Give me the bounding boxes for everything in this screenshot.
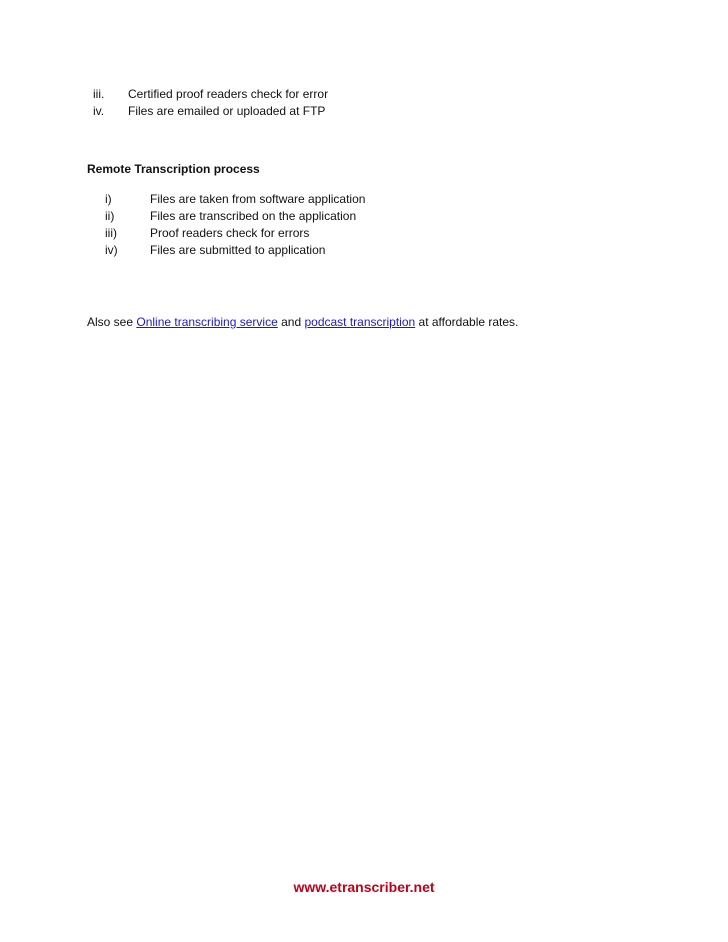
also-see-prefix: Also see [87,315,137,329]
list-item-text: Files are taken from software application [150,192,366,206]
podcast-transcription-link[interactable]: podcast transcription [304,315,416,329]
list-marker: iv) [105,243,118,257]
list-marker: ii) [105,209,115,223]
list-marker: iii) [105,226,117,240]
online-transcribing-service-link[interactable]: Online transcribing service [136,315,278,329]
list-marker: iii. [93,87,105,101]
list-item-text: Proof readers check for errors [150,226,310,240]
also-see-middle: and [277,315,305,329]
list-marker: iv. [93,104,105,118]
footer-website: www.etranscriber.net [293,879,435,895]
list-item-text: Files are emailed or uploaded at FTP [128,104,326,118]
also-see-suffix: at affordable rates. [415,315,519,329]
section-heading: Remote Transcription process [87,162,260,176]
list-item-text: Files are transcribed on the application [150,209,357,223]
list-item-text: Files are submitted to application [150,243,326,257]
list-marker: i) [105,192,112,206]
page-footer [0,878,728,896]
also-see-paragraph [87,314,518,331]
list-item-text: Certified proof readers check for error [128,87,329,101]
